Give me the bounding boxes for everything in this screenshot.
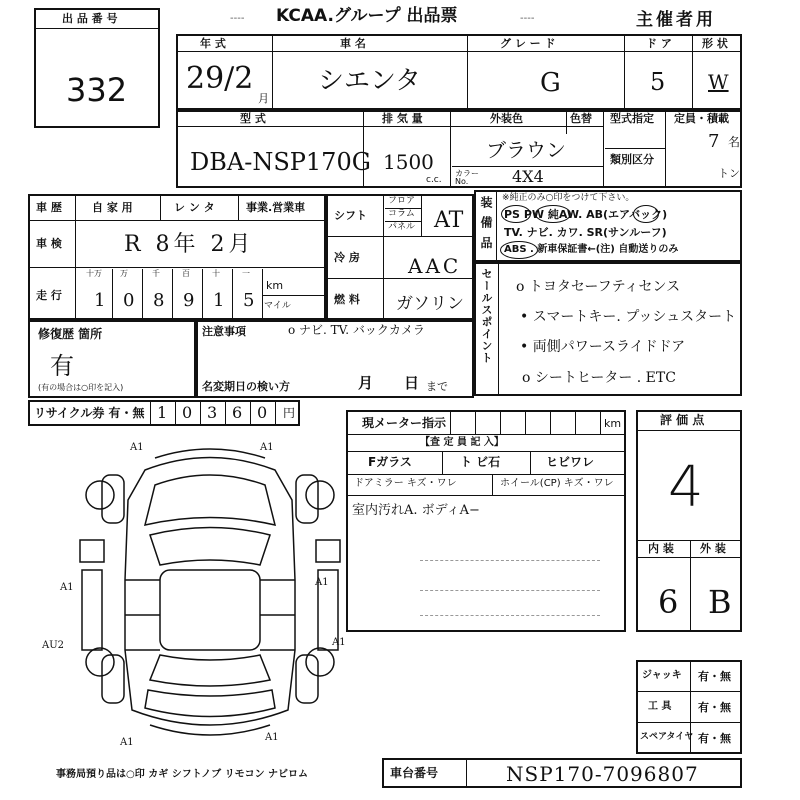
- inspector-comment: 室内汚れA. ボディA−: [352, 503, 480, 518]
- car-name-label: 車 名: [340, 37, 366, 50]
- exterior-label: 外 装: [700, 542, 726, 555]
- shift-option: コラム: [388, 209, 415, 219]
- dashed-mark: ----: [520, 13, 535, 24]
- deadline-until: まで: [426, 380, 448, 393]
- glass-chip: ト ビ石: [460, 455, 501, 469]
- repair-label: 修復歴 箇所: [38, 327, 103, 341]
- meter-label: 現メーター指示: [362, 416, 447, 430]
- accessory-label: ジャッキ: [642, 670, 682, 681]
- dashed-mark: ----: [230, 13, 245, 24]
- notices-value: o ナビ. TV. バックカメラ: [288, 323, 425, 337]
- circle-mark: [535, 205, 571, 223]
- exterior-color-value: ブラウン: [486, 138, 566, 162]
- equipment-note: ※純正のみ○印をつけて下さい。: [502, 193, 635, 203]
- glass-label: Fガラス: [368, 455, 412, 469]
- equipment-line3: ABS . 新車保証書←(注) 自動送りのみ: [504, 244, 679, 255]
- chassis-label: 車台番号: [390, 766, 439, 780]
- score-label: 評 価 点: [660, 413, 705, 427]
- type-designation-label: 型式指定: [610, 112, 654, 125]
- history-label: 車 歴: [36, 201, 62, 214]
- dotted-line: [420, 560, 600, 561]
- lot-number-box: [34, 8, 160, 128]
- capacity-value: 7: [708, 131, 720, 152]
- sales-points-side-label: セールスポイント: [480, 268, 493, 364]
- capacity-unit: 名: [728, 135, 741, 149]
- accessory-value: 有・無: [698, 670, 731, 683]
- repair-value: 有: [50, 352, 74, 380]
- damage-mark: A1: [60, 582, 74, 593]
- inspector-section-label: 【査 定 員 記 入】: [420, 437, 504, 448]
- glass-crack: ヒビワレ: [546, 455, 595, 469]
- notices-label: 注意事項: [202, 325, 246, 338]
- interior-label: 内 装: [648, 542, 674, 555]
- recycle-label: リサイクル券 有・無: [34, 406, 145, 420]
- door-label: ド ア: [646, 37, 672, 50]
- year-label: 年 式: [200, 37, 226, 50]
- ac-value: AAC: [408, 254, 462, 278]
- damage-mark: A1: [315, 577, 329, 588]
- repair-note: (有の場合は○印を記入): [38, 383, 124, 392]
- interior-score: 6: [658, 583, 679, 621]
- mileage-digit: 1: [213, 290, 225, 311]
- digit-header: 十万: [86, 269, 102, 278]
- mileage-digit: 5: [243, 290, 255, 311]
- dotted-line: [420, 615, 600, 616]
- month-suffix: 月: [258, 92, 269, 105]
- damage-mark: AU2: [42, 640, 65, 651]
- door-value: 5: [650, 68, 666, 96]
- damage-mark: A1: [260, 442, 274, 453]
- office-note: 事務局預り品は○印 カギ シフトノブ リモコン ナビロム: [56, 769, 309, 780]
- grade-label: グ レ ー ド: [500, 37, 556, 50]
- history-option-business: 事業.営業車: [246, 201, 306, 214]
- ac-label: 冷 房: [334, 251, 360, 264]
- shape-value: W: [708, 70, 729, 94]
- exterior-score: B: [708, 583, 732, 621]
- deadline-label: 名変期日の検い方: [202, 380, 290, 393]
- mirror-label: ドアミラー キズ・ワレ: [354, 478, 457, 489]
- damage-mark: A1: [120, 737, 134, 748]
- inspection-value: R 8年 2月: [124, 232, 255, 257]
- circle-mark: [500, 241, 538, 259]
- shape-label: 形 状: [702, 37, 728, 50]
- category-label: 類別区分: [610, 153, 654, 166]
- digit-header: 万: [120, 269, 128, 278]
- mileage-digit: 0: [123, 290, 135, 311]
- mileage-label: 走 行: [36, 289, 62, 302]
- car-diagram: [42, 440, 360, 760]
- digit-header: 十: [212, 269, 220, 278]
- recycle-unit: 円: [283, 406, 296, 420]
- grade-value: G: [540, 68, 561, 98]
- color-change-label: 色替: [570, 112, 592, 125]
- km-label: km: [266, 279, 284, 292]
- deadline-month: 月: [358, 374, 374, 392]
- accessory-label: スペアタイヤ: [640, 732, 694, 742]
- organizer-label: 主催者用: [636, 10, 716, 30]
- cc-unit: c.c.: [426, 175, 442, 185]
- mileage-digit: 1: [94, 290, 106, 311]
- accessory-value: 有・無: [698, 732, 731, 745]
- digit-header: 千: [152, 269, 160, 278]
- ton-unit: トン: [718, 167, 740, 180]
- shift-label: シフト: [334, 209, 367, 222]
- accessory-label: 工 具: [648, 701, 672, 712]
- dotted-line: [420, 590, 600, 591]
- shift-option: フロア: [388, 196, 416, 206]
- sales-point: • スマートキー. プッシュスタート: [520, 309, 737, 325]
- meter-km: km: [604, 417, 622, 430]
- circle-mark: [501, 205, 531, 223]
- damage-mark: A1: [265, 732, 279, 743]
- wheel-label: ホイール(CP) キズ・ワレ: [500, 478, 614, 489]
- recycle-digit: 0: [257, 403, 268, 422]
- equipment-side-label: 装 備 品: [479, 196, 493, 251]
- inspection-label: 車 検: [36, 237, 62, 250]
- page-title: KCAA.グループ 出品票: [276, 6, 458, 26]
- car-name-value: シエンタ: [318, 66, 421, 96]
- equipment-line2: TV. ナビ. カワ. SR(サンルーフ): [504, 226, 667, 239]
- mileage-digit: 9: [183, 290, 195, 311]
- recycle-digit: 0: [182, 403, 193, 422]
- history-option-rental: レ ン タ: [174, 201, 215, 214]
- fuel-value: ガソリン: [396, 294, 464, 314]
- recycle-digit: 1: [157, 403, 168, 422]
- recycle-digit: 3: [207, 403, 218, 422]
- year-value: 29/2: [186, 61, 254, 96]
- lot-number: 332: [66, 71, 128, 109]
- damage-mark: A1: [332, 637, 346, 648]
- shift-value: AT: [434, 208, 464, 233]
- history-option-private: 自 家 用: [92, 201, 133, 214]
- lot-number-label: 出 品 番 号: [62, 12, 118, 25]
- damage-mark: A1: [130, 442, 144, 453]
- shift-option: パネル: [388, 222, 416, 232]
- model-label: 型 式: [240, 112, 266, 125]
- color-no-label: カラーNo.: [455, 169, 479, 186]
- sales-point: o トヨタセーフティセンス: [516, 279, 681, 295]
- exterior-color-label: 外装色: [490, 112, 523, 125]
- capacity-label: 定員・積載: [674, 112, 729, 125]
- sales-point: o シートヒーター . ETC: [522, 370, 676, 386]
- equipment-line1: PS PW 純AW. AB(エアバック): [504, 208, 668, 221]
- circle-mark: [633, 205, 659, 223]
- model-value: DBA-NSP170G: [190, 148, 371, 176]
- digit-header: 百: [182, 269, 190, 278]
- mile-label: マイル: [264, 301, 291, 311]
- deadline-day: 日: [404, 374, 420, 392]
- sales-point: • 両側パワースライドドア: [520, 339, 686, 355]
- displacement-label: 排 気 量: [382, 112, 423, 125]
- color-no-value: 4X4: [512, 167, 544, 186]
- accessory-value: 有・無: [698, 701, 731, 714]
- digit-header: 一: [242, 269, 250, 278]
- overall-score: 4: [668, 455, 704, 520]
- chassis-value: NSP170-7096807: [506, 762, 699, 786]
- recycle-digit: 6: [232, 403, 243, 422]
- fuel-label: 燃 料: [334, 293, 360, 306]
- displacement-value: 1500: [383, 150, 434, 174]
- mileage-digit: 8: [153, 290, 165, 311]
